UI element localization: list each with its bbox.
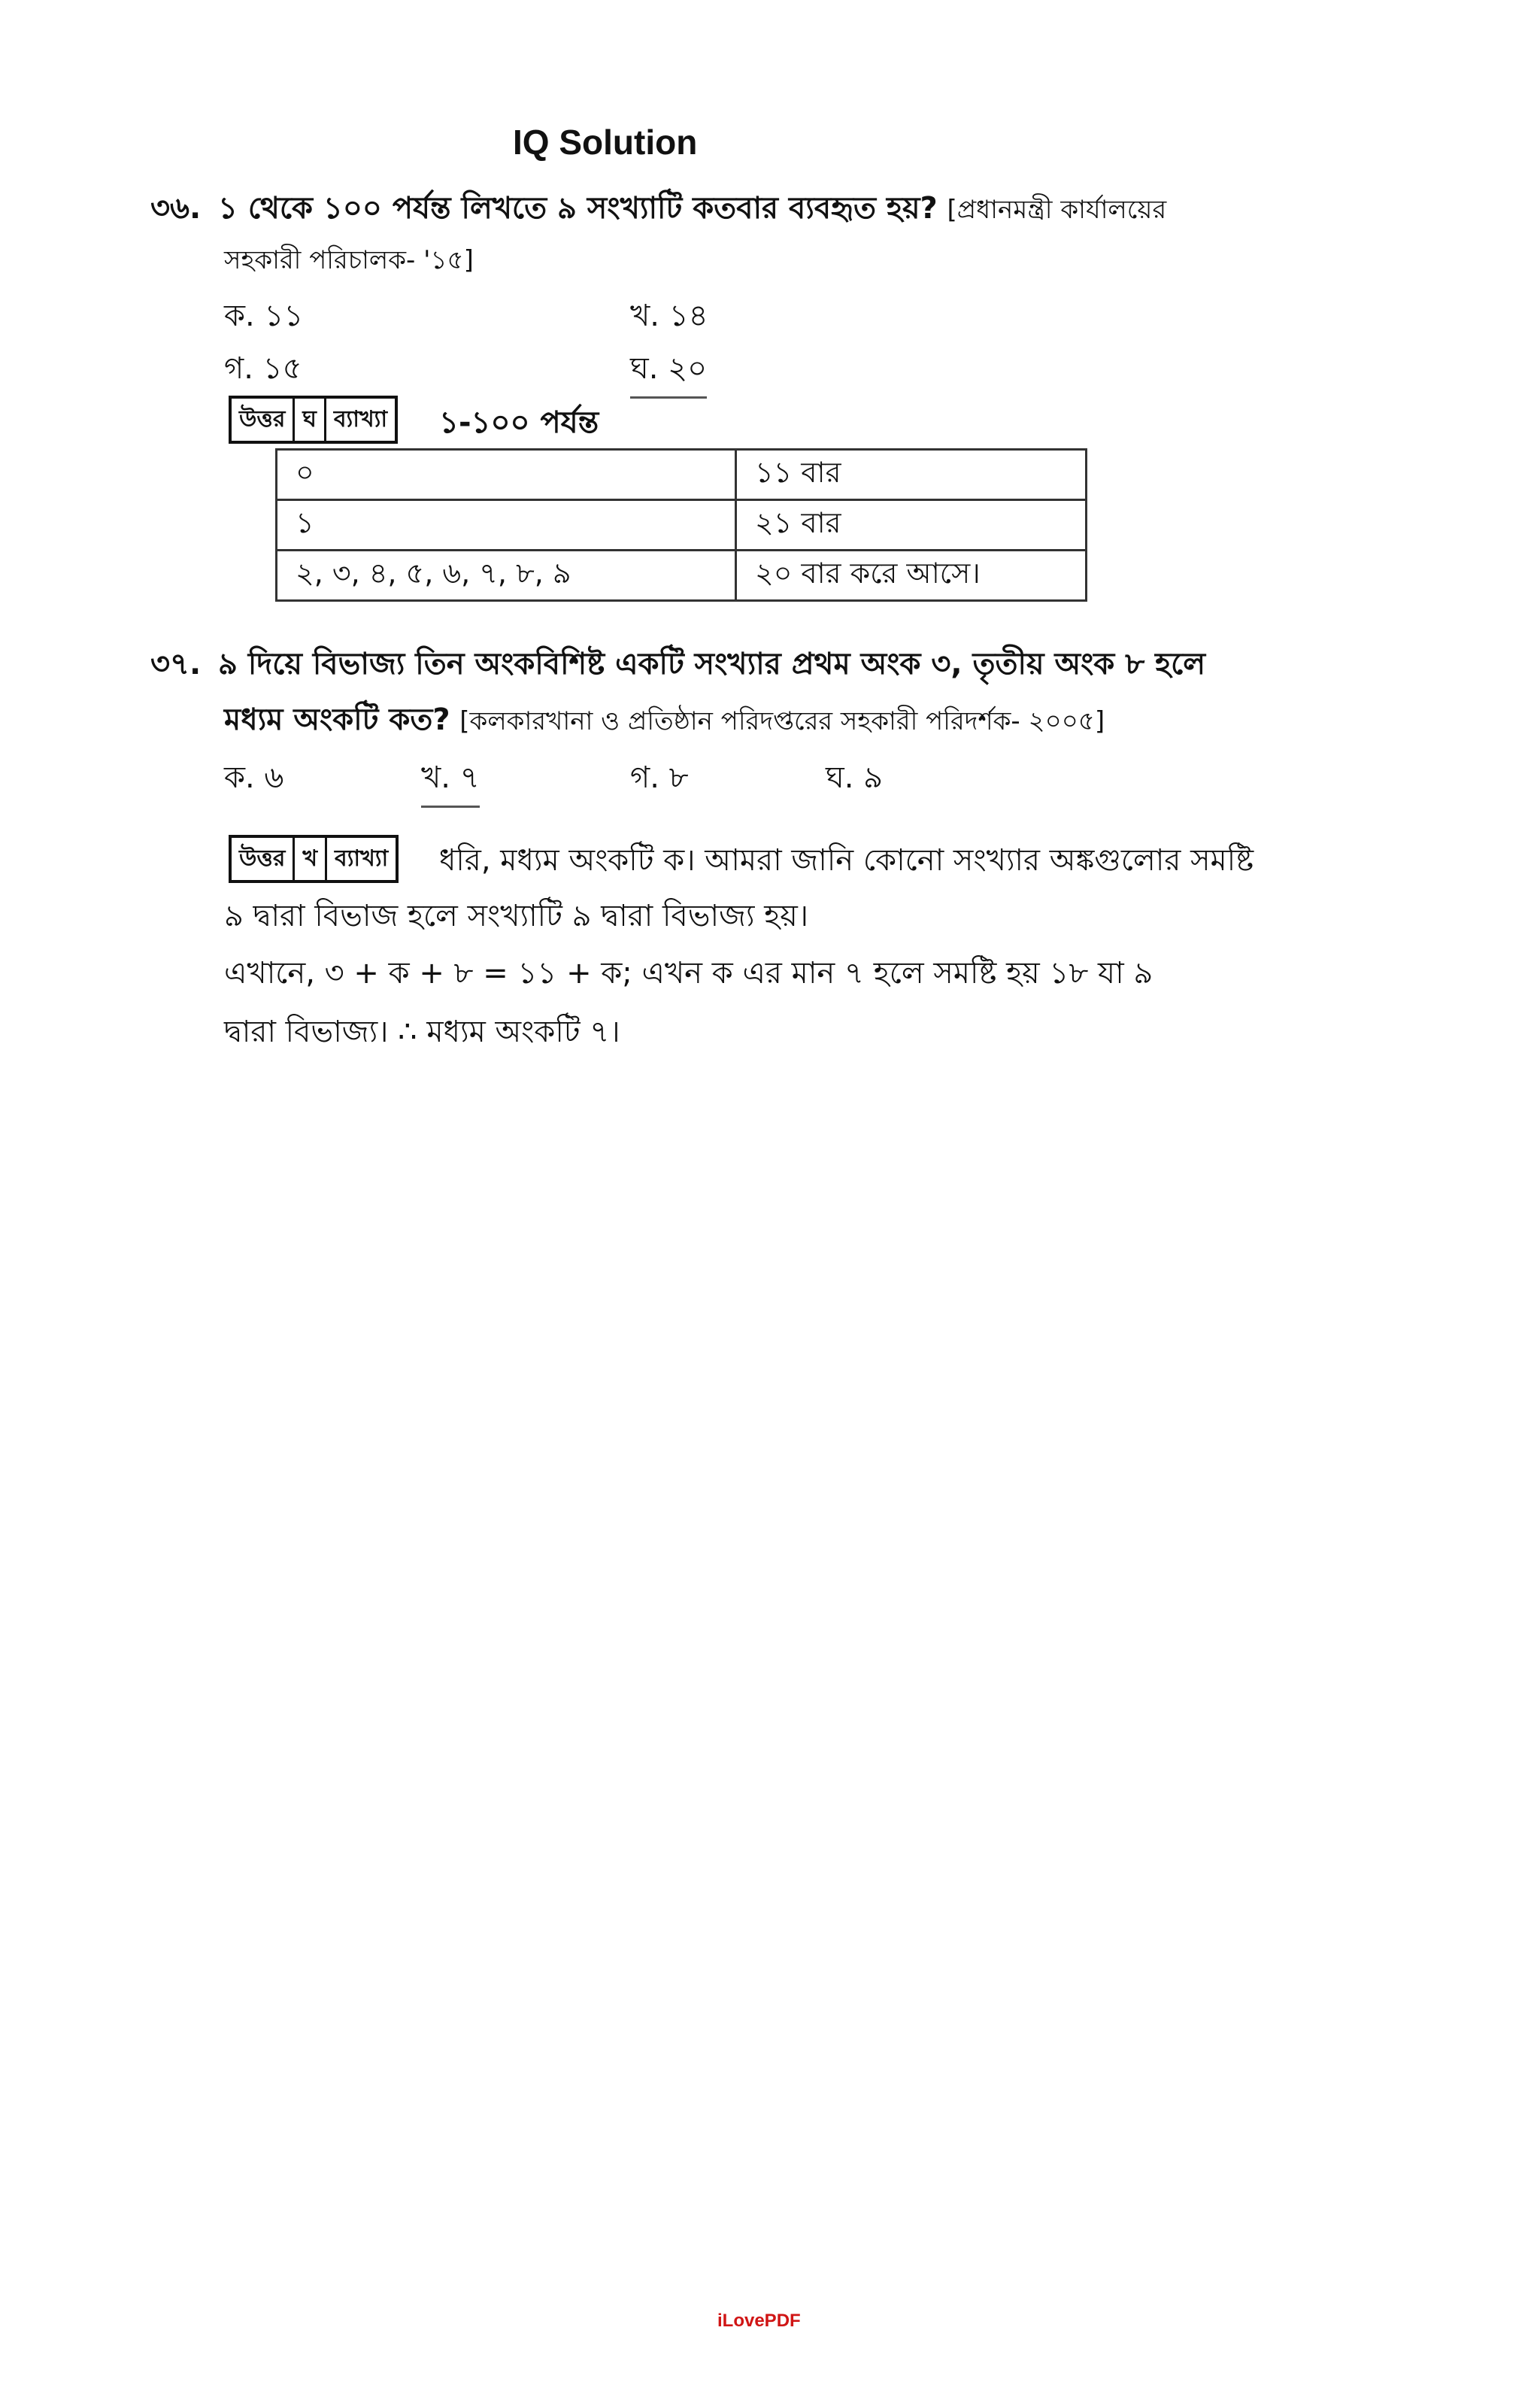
- range-text: ১-১০০ পর্যন্ত: [439, 405, 599, 440]
- table-cell: ২১ বার: [736, 500, 1087, 551]
- explanation-line: এখানে, ৩ + ক + ৮ = ১১ + ক; এখন ক এর মান ৭ হলে সমষ্টি হয় ১৮ যা ৯: [224, 956, 1153, 991]
- answer-value: ঘ: [295, 399, 326, 441]
- option-gha: ঘ. ২০: [630, 344, 707, 399]
- answer-box: [229, 835, 399, 883]
- table-cell: ১১ বার: [736, 450, 1087, 500]
- question-number: ৩৭.: [150, 647, 202, 681]
- answer-value: খ: [295, 838, 327, 880]
- question-37: [150, 636, 1414, 749]
- option-kha: খ. ৭: [421, 754, 480, 808]
- option-ga: গ. ৮: [630, 760, 689, 795]
- answer-label: উত্তর: [232, 399, 295, 441]
- footer-watermark: iLovePDF: [717, 2311, 801, 2331]
- question-text: ৯ দিয়ে বিভাজ্য তিন অংকবিশিষ্ট একটি সংখ্যার প্রথম অংক ৩, তৃতীয় অংক ৮ হলে: [217, 647, 1205, 681]
- option-kha: খ. ১৪: [630, 299, 708, 333]
- question-source: [প্রধানমন্ত্রী কার্যালয়ের: [947, 195, 1167, 225]
- table-cell: ১: [277, 500, 736, 551]
- question-source: [কলকারখানা ও প্রতিষ্ঠান পরিদপ্তরের সহকারী পরিদর্শক- ২০০৫]: [459, 706, 1105, 736]
- question-text: ১ থেকে ১০০ পর্যন্ত লিখতে ৯ সংখ্যাটি কতবার ব্যবহৃত হয়?: [217, 191, 938, 226]
- answer-box: [229, 396, 398, 444]
- question-number: ৩৬.: [150, 191, 202, 226]
- explanation-line: দ্বারা বিভাজ্য। ∴ মধ্যম অংকটি ৭।: [224, 1015, 620, 1049]
- question-source-continued: সহকারী পরিচালক- '১৫]: [224, 245, 474, 275]
- question-36: [150, 181, 1414, 283]
- explanation-line: ৯ দ্বারা বিভাজ হলে সংখ্যাটি ৯ দ্বারা বিভাজ্য হয়।: [224, 899, 809, 933]
- explanation-label: ব্যাখ্যা: [335, 845, 389, 872]
- option-ka: ক. ১১: [224, 299, 304, 333]
- question-text-continued: মধ্যম অংকটি কত?: [224, 702, 450, 737]
- option-gha: ঘ. ৯: [826, 760, 884, 795]
- option-ka: ক. ৬: [224, 760, 284, 795]
- table-cell: ২, ৩, ৪, ৫, ৬, ৭, ৮, ৯: [277, 551, 736, 601]
- answer-label: উত্তর: [232, 838, 295, 880]
- explanation-label: ব্যাখ্যা: [333, 405, 388, 432]
- explanation-line: ধরি, মধ্যম অংকটি ক। আমরা জানি কোনো সংখ্যার অঙ্কগুলোর সমষ্টি: [439, 843, 1254, 878]
- table-row: [277, 500, 1087, 551]
- count-table: [275, 448, 1087, 602]
- option-ga: গ. ১৫: [224, 351, 302, 386]
- page-title: IQ Solution: [513, 123, 698, 162]
- table-cell: ০: [277, 450, 736, 500]
- table-row: [277, 450, 1087, 500]
- table-row: [277, 551, 1087, 601]
- table-cell: ২০ বার করে আসে।: [736, 551, 1087, 601]
